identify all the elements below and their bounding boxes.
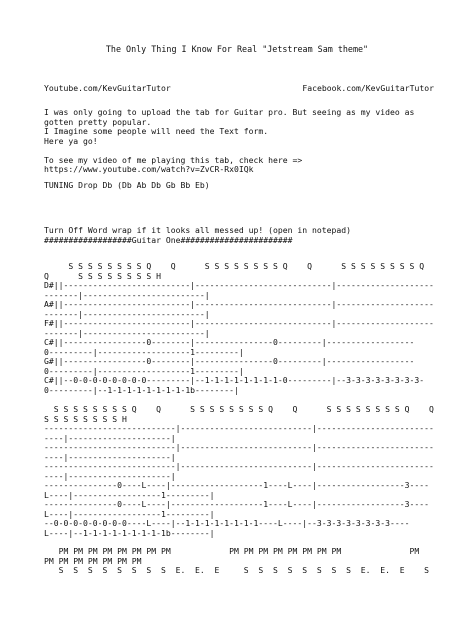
document-title: The Only Thing I Know For Real "Jetstream Sam theme": [105, 44, 369, 54]
word-wrap-note: Turn Off Word wrap if it looks all messed up! (open in notepad) ##################Guitar One#######################: [44, 225, 351, 245]
tuning-line: TUNING Drop Db (Db Ab Db Gb Bb Eb): [44, 180, 210, 190]
intro-text: I was only going to upload the tab for Guitar pro. But seeing as my video as gotten pretty popular. I Imagine some people will need the Text form. Here ya go! To see my video of me playing this tab, check here => https://www.youtube.com/watch?v=ZvCR-Rx0IQk: [44, 107, 415, 174]
social-links: [44, 84, 434, 94]
guitar-tab-block: S S S S S S S S Q Q S S S S S S S S Q Q S S S S S S S S Q Q S S S S S S S S H ---------------------------|---------------------------|------------------------ ----|---------------------| ---------------------------|---------------------------|------------------------ ----|---------------------| ---------------------------|---------------------------|------------------------ ----|---------------------| ---------------0----L----|-------------------1----L----|------------------3---- L----|------------------1---------| ---------------0----L----|-------------------1----L----|------------------3---- L----|------------------1---------| --0-0-0-0-0-0-0-0----L----|--1-1-1-1-1-1-1-1----L----|--3-3-3-3-3-3-3-3---- L----|--1-1-1-1-1-1-1-1-1b--------|: [44, 404, 434, 538]
guitar-tab-block: PM PM PM PM PM PM PM PM PM PM PM PM PM PM PM PM PM PM PM PM PM PM PM PM S S S S S S S S E. E. E S S S S S S S S E. E. E S: [44, 546, 429, 575]
youtube-link[interactable]: Youtube.com/KevGuitarTutor: [44, 83, 171, 93]
guitar-tab-block: S S S S S S S S Q Q S S S S S S S S Q Q S S S S S S S S Q Q S S S S S S S S H D#||--------------------------|----------------------------|-------------------- -------|-------------------------| A#||--------------------------|----------------------------|-------------------- -------|-------------------------| F#||--------------------------|----------------------------|-------------------- -------|-------------------------| C#||-----------------0--------|----------------0---------|------------------ 0---------|-------------------1---------| G#||-----------------0--------|----------------0---------|------------------ 0---------|-------------------1---------| C#||--0-0-0-0-0-0-0-0---------|--1-1-1-1-1-1-1-1-0---------|--3-3-3-3-3-3-3-3- 0---------|--1-1-1-1-1-1-1-1-1b--------|: [44, 261, 434, 395]
facebook-link[interactable]: Facebook.com/KevGuitarTutor: [302, 83, 434, 93]
